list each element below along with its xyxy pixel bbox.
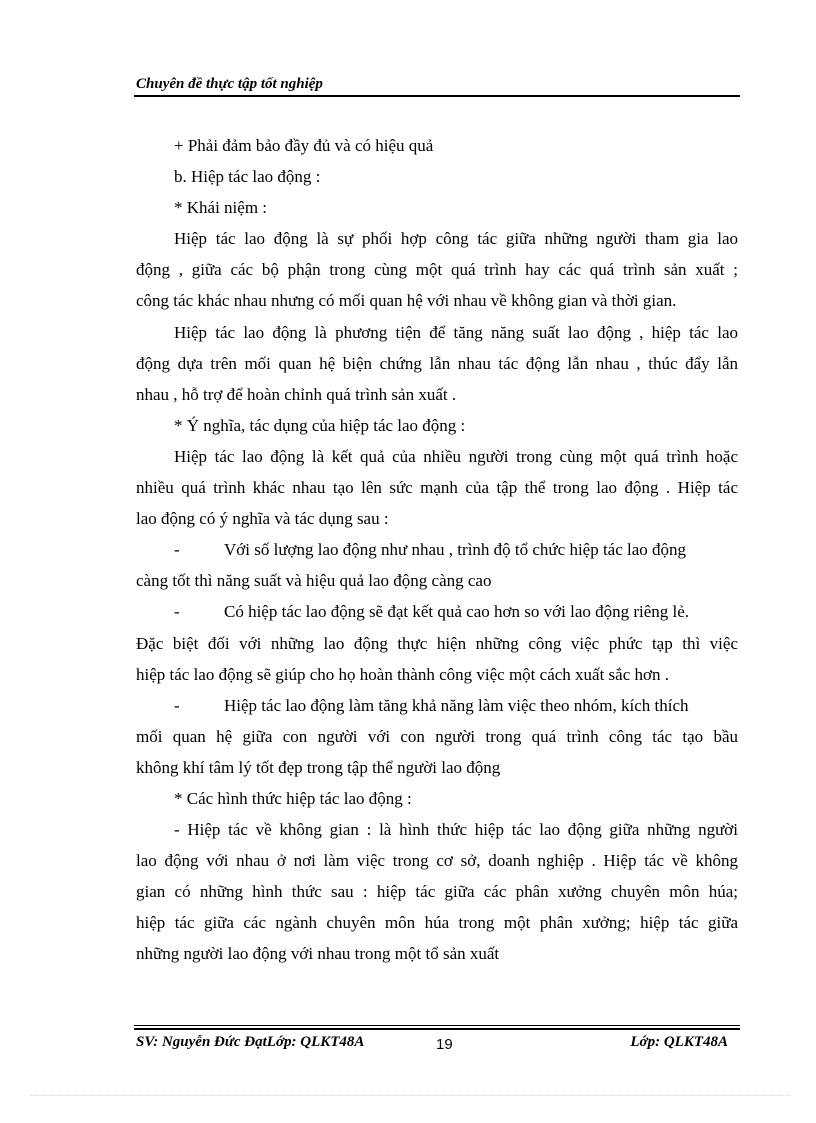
paragraph-line: những người lao động với nhau trong một tổ sản xuất xyxy=(136,944,500,964)
paragraph-line: Đặc biệt đối với những lao động thực hiện những công việc phức tạp thì việc xyxy=(136,633,738,653)
paragraph-line: Hiệp tác lao động là sự phối hợp công tác giữa những người tham gia lao xyxy=(174,229,738,249)
paragraph-line: nhiều quá trình khác nhau tạo lên sức mạnh của tập thể trong lao động . Hiệp tác xyxy=(136,478,738,498)
paragraph-line: Hiệp tác lao động là phương tiện để tăng năng suất lao động , hiệp tác lao xyxy=(174,322,738,342)
paragraph-line: công tác khác nhau nhưng có mối quan hệ với nhau về không gian và thời gian. xyxy=(136,291,677,311)
footer-student: SV: Nguyễn Đức ĐạtLớp: QLKT48A xyxy=(136,1034,365,1050)
section-heading: b. Hiệp tác lao động : xyxy=(174,167,321,187)
paragraph-line: hiệp tác lao động sẽ giúp cho họ hoàn thành công việc một cách xuất sắc hơn . xyxy=(136,664,670,684)
body-text xyxy=(136,130,738,970)
header-title: Chuyên đề thực tập tốt nghiệp xyxy=(136,76,323,92)
footer-divider xyxy=(134,1028,740,1030)
subsection-heading: * Các hình thức hiệp tác lao động : xyxy=(174,788,412,808)
paragraph-line: hiệp tác giữa các ngành chuyên môn húa trong một phân xưởng; hiệp tác giữa xyxy=(136,913,738,933)
bullet-dash: - xyxy=(174,695,180,715)
bullet-text: Hiệp tác lao động làm tăng khả năng làm việc theo nhóm, kích thích xyxy=(224,695,689,715)
bullet-line xyxy=(136,596,738,627)
paragraph-line: động dựa trên mối quan hệ biện chứng lẫn nhau tác động lẫn nhau , thúc đẩy lẫn xyxy=(136,353,738,373)
paragraph-line: càng tốt thì năng suất và hiệu quả lao động càng cao xyxy=(136,571,492,591)
bullet-text: Có hiệp tác lao động sẽ đạt kết quả cao hơn so với lao động riêng lẻ. xyxy=(224,602,690,622)
page-number: 19 xyxy=(436,1036,453,1053)
header-divider xyxy=(134,95,740,97)
bullet-line xyxy=(136,534,738,565)
bullet-dash: - xyxy=(174,602,180,622)
paragraph-line: động , giữa các bộ phận trong cùng một quá trình hay các quá trình sản xuất ; xyxy=(136,260,738,280)
paragraph-line: mối quan hệ giữa con người với con người trong quá trình công tác tạo bầu xyxy=(136,726,738,746)
footer-divider xyxy=(134,1025,740,1026)
bullet-line xyxy=(136,690,738,721)
paragraph-line: - Hiệp tác về không gian : là hình thức hiệp tác lao động giữa những người xyxy=(174,820,738,840)
paragraph-line: lao động với nhau ở nơi làm việc trong cơ sở, doanh nghiệp . Hiệp tác về không xyxy=(136,851,738,871)
bullet-dash: - xyxy=(174,540,180,560)
paragraph-line: nhau , hỗ trợ để hoàn chỉnh quá trình sản xuất . xyxy=(136,384,457,404)
footer-class: Lớp: QLKT48A xyxy=(630,1034,728,1050)
subsection-heading: * Ý nghĩa, tác dụng của hiệp tác lao động : xyxy=(174,415,466,435)
paragraph-line: Hiệp tác lao động là kết quả của nhiều người trong cùng một quá trình hoặc xyxy=(174,446,738,466)
paragraph-line: lao động có ý nghĩa và tác dụng sau : xyxy=(136,509,389,529)
paragraph-line: gian có những hình thức sau : hiệp tác giữa các phân xưởng chuyên môn húa; xyxy=(136,882,738,902)
bullet-text: Với số lượng lao động như nhau , trình độ tổ chức hiệp tác lao động xyxy=(224,540,687,560)
paragraph-line: + Phải đảm bảo đầy đủ và có hiệu quả xyxy=(174,136,434,155)
subsection-heading: * Khái niệm : xyxy=(174,198,268,218)
page-bottom-border xyxy=(30,1095,790,1096)
paragraph-line: không khí tâm lý tốt đẹp trong tập thể người lao động xyxy=(136,757,501,777)
